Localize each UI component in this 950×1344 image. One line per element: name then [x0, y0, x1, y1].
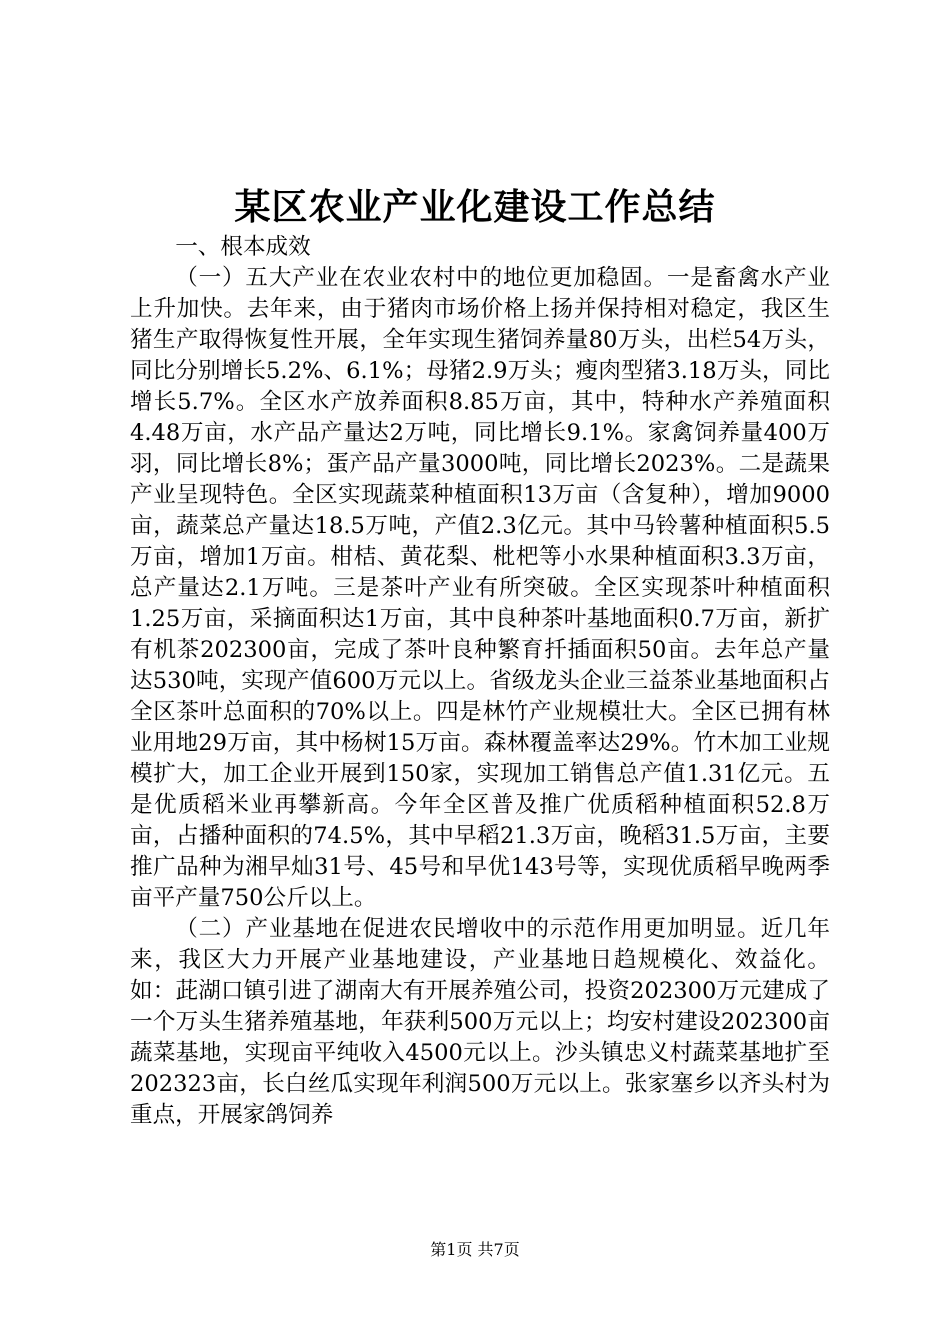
section-heading: 一、根本成效 [175, 234, 311, 260]
paragraph: （二）产业基地在促进农民增收中的示范作用更加明显。近几年来，我区大力开展产业基地建设，产业基地日趋规模化、效益化。如：茈湖口镇引进了湖南大有开展养殖公司，投资202300万元建成了一个万头生猪养殖基地，年获利500万元以上；均安村建设202300亩蔬菜基地，实现亩平纯收入4500元以上。沙头镇忠义村蔬菜基地扩至202323亩，长白丝瓜实现年利润500万元以上。张家塞乡以齐头村为重点，开展家鸽饲养 [130, 916, 830, 1128]
document-title: 某区农业产业化建设工作总结 [234, 187, 716, 228]
paragraph: （一）五大产业在农业农村中的地位更加稳固。一是畜禽水产业上升加快。去年来，由于猪肉市场价格上扬并保持相对稳定，我区生猪生产取得恢复性开展，全年实现生猪饲养量80万头，出栏54万头，同比分别增长5.2%、6.1%；母猪2.9万头；瘦肉型猪3.18万头，同比增长5.7%。全区水产放养面积8.85万亩，其中，特种水产养殖面积4.48万亩，水产品产量达2万吨，同比增长9.1%。家禽饲养量400万羽，同比增长8%；蛋产品产量3000吨，同比增长2023%。二是蔬果产业呈现特色。全区实现蔬菜种植面积13万亩（含复种），增加9000亩，蔬菜总产量达18.5万吨，产值2.3亿元。其中马铃薯种植面积5.5万亩，增加1万亩。柑桔、黄花梨、枇杷等小水果种植面积3.3万亩，总产量达2.1万吨。三是茶叶产业有所突破。全区实现茶叶种植面积1.25万亩，采摘面积达1万亩，其中良种茶叶基地面积0.7万亩，新扩有机茶202300亩，完成了茶叶良种繁育扦插面积50亩。去年总产量达530吨，实现产值600万元以上。省级龙头企业三益茶业基地面积占全区茶叶总面积的70%以上。四是林竹产业规模壮大。全区已拥有林业用地29万亩，其中杨树15万亩。森林覆盖率达29%。竹木加工业规模扩大，加工企业开展到150家，实现加工销售总产值1.31亿元。五是优质稻米业再攀新高。今年全区普及推广优质稻种植面积52.8万亩，占播种面积的74.5%，其中早稻21.3万亩，晚稻31.5万亩，主要推广品种为湘早灿31号、45号和早优143号等，实现优质稻早晚两季亩平产量750公斤以上。 [130, 265, 830, 911]
page-footer: 第1页 共7页 [430, 1240, 520, 1259]
document-body [130, 232, 830, 1131]
